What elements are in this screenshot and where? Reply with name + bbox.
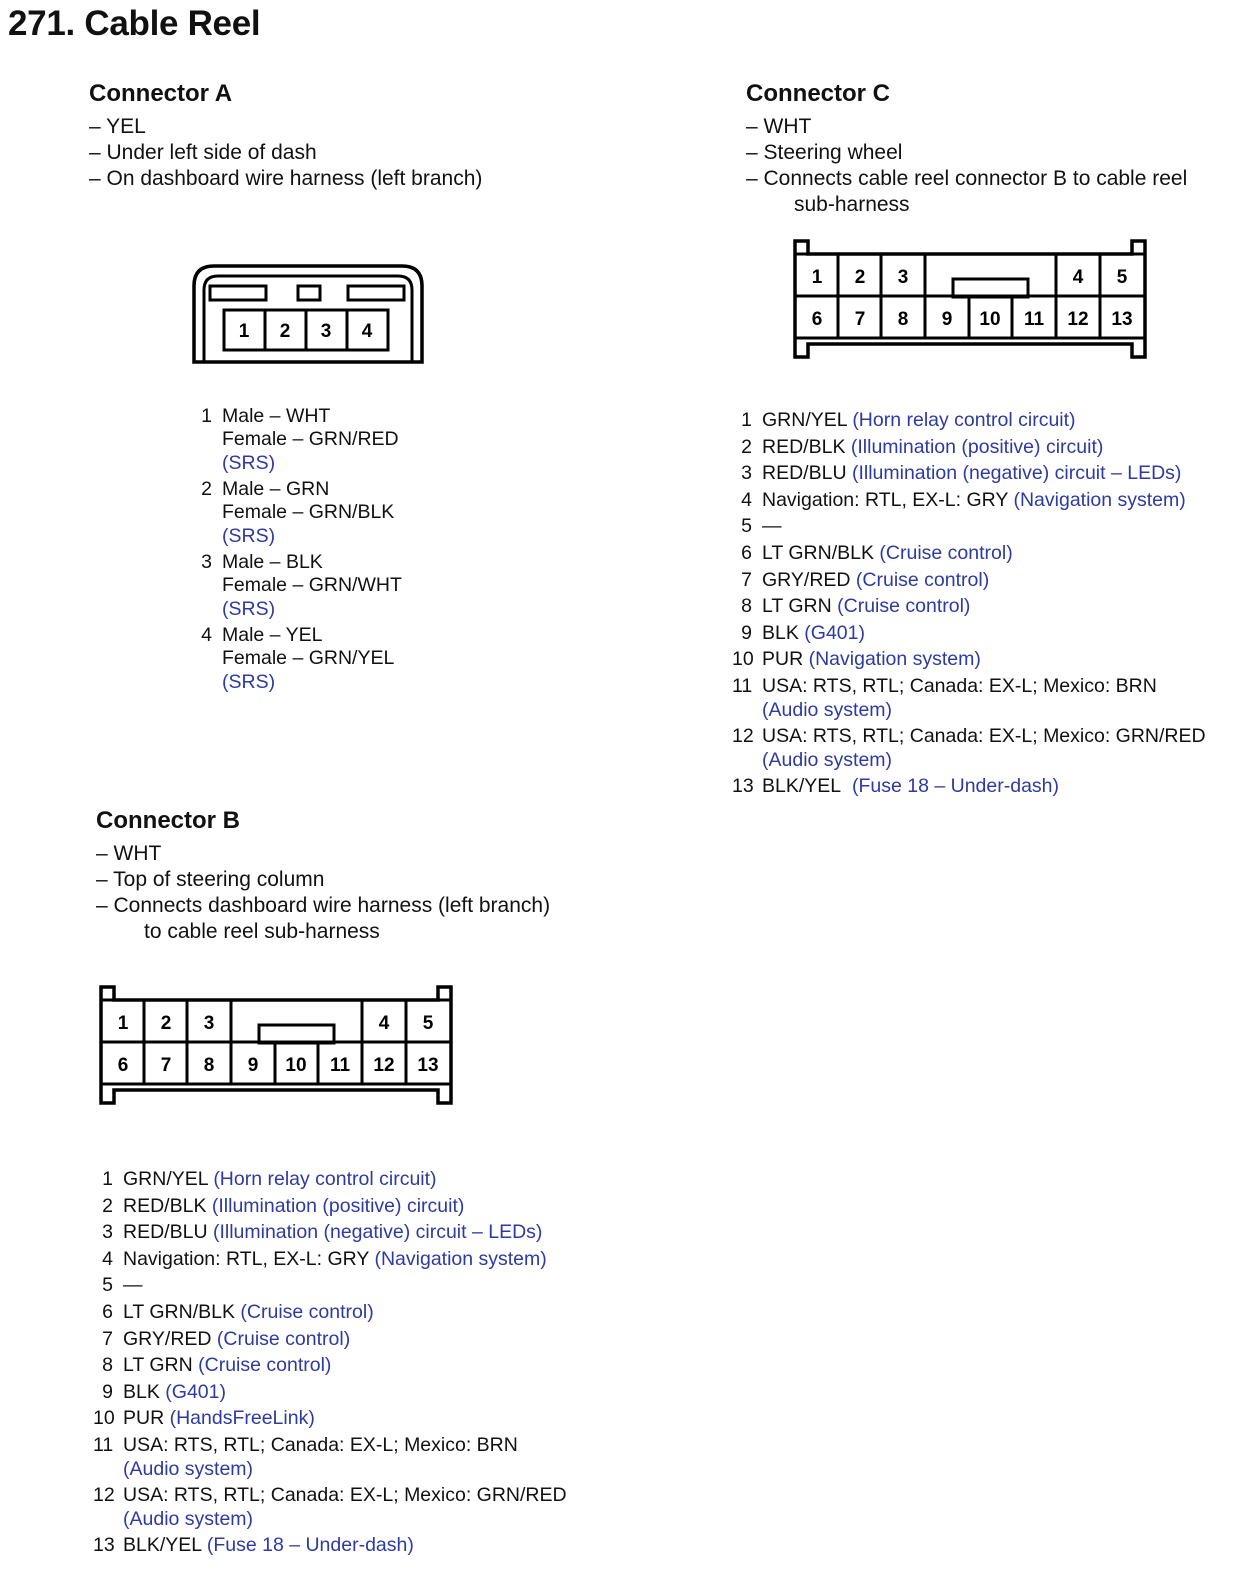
connector-a-diagram: [190, 262, 426, 366]
connector-c-pin-10: 10: [979, 309, 1001, 330]
connector-b-pin-2: 2: [160, 1013, 172, 1034]
pin-entry: 6 LT GRN/BLK (Cruise control): [102, 1300, 374, 1323]
connector-a-pin-4: 4: [361, 321, 373, 342]
pin-entry: 9 BLK (G401): [741, 621, 865, 644]
connector-c-pin-3: 3: [897, 267, 909, 288]
connector-a-heading: Connector A: [89, 80, 233, 107]
pin-entry: 1 GRN/YEL (Horn relay control circuit): [102, 1168, 437, 1190]
circuit-label: (SRS): [222, 597, 276, 620]
pin-entry: 2 RED/BLK (Illumination (positive) circuit): [102, 1194, 465, 1217]
pin-entry: 7 GRY/RED (Cruise control): [741, 568, 990, 591]
connector-c-section: [746, 80, 1187, 218]
pin-entry: 11 USA: RTS, RTL; Canada: EX-L; Mexico: BRN (Audio system): [732, 674, 1157, 721]
connector-b-pin-6: 6: [117, 1055, 129, 1076]
connector-c-description: [746, 114, 1187, 218]
pin-entry: [201, 405, 402, 478]
connector-b-pin-8: 8: [203, 1055, 215, 1076]
connector-a-color: – YEL: [89, 115, 146, 138]
pin-entry: 4 Navigation: RTL, EX-L: GRY (Navigation system): [741, 488, 1186, 511]
pin-entry: 10 PUR (Navigation system): [732, 648, 981, 671]
pin-entry: 10 PUR (HandsFreeLink): [93, 1407, 315, 1430]
male-wire: Male – GRN: [222, 478, 330, 500]
connector-b-pin-3: 3: [203, 1013, 215, 1034]
connector-b-color: – WHT: [96, 842, 162, 865]
connector-b-pin-9: 9: [247, 1055, 259, 1076]
connector-b-pin-4: 4: [378, 1013, 390, 1034]
circuit-label: (SRS): [222, 451, 276, 474]
connector-c-harness: – Connects cable reel connector B to cable reel: [746, 167, 1188, 190]
connector-c-pin-list: [732, 408, 1206, 801]
connector-b-section: [96, 807, 550, 945]
female-wire: Female – GRN/BLK: [222, 501, 395, 524]
pin-number: 4: [201, 624, 212, 646]
connector-b-diagram: [96, 982, 456, 1108]
connector-c-pin-2: 2: [854, 267, 866, 288]
connector-b-pin-7: 7: [160, 1055, 172, 1076]
connector-b-harness-cont: to cable reel sub-harness: [144, 920, 380, 943]
connector-c-harness-cont: sub-harness: [794, 193, 910, 216]
connector-c-heading: Connector C: [746, 80, 890, 107]
pin-entry: [201, 624, 402, 697]
female-wire: Female – GRN/YEL: [222, 647, 395, 670]
pin-entry: 12 USA: RTS, RTL; Canada: EX-L; Mexico: GRN/RED (Audio system): [93, 1483, 567, 1530]
connector-a-pin-2: 2: [279, 321, 291, 342]
connector-b-pin-10: 10: [285, 1055, 307, 1076]
pin-entry: 5 —: [102, 1274, 143, 1297]
pin-number: 2: [201, 478, 212, 500]
pin-entry: 4 Navigation: RTL, EX-L: GRY (Navigation system): [102, 1247, 547, 1270]
connector-a-description: [89, 114, 482, 192]
pin-entry: 9 BLK (G401): [102, 1380, 226, 1403]
connector-b-pin-list: [93, 1167, 567, 1560]
circuit-label: (SRS): [222, 524, 276, 547]
pin-entry: 12 USA: RTS, RTL; Canada: EX-L; Mexico: GRN/RED (Audio system): [732, 724, 1206, 771]
connector-b-pin-12: 12: [373, 1055, 395, 1076]
circuit-label: (SRS): [222, 670, 276, 693]
connector-c-pin-11: 11: [1023, 309, 1045, 330]
pin-entry: 8 LT GRN (Cruise control): [102, 1354, 332, 1377]
connector-b-location: – Top of steering column: [96, 868, 325, 891]
connector-c-diagram: [790, 236, 1150, 362]
pin-entry: [201, 551, 402, 624]
connector-c-color: – WHT: [746, 115, 812, 138]
pin-entry: 13 BLK/YEL (Fuse 18 – Under-dash): [732, 774, 1060, 797]
connector-c-pin-8: 8: [897, 309, 909, 330]
connector-b-pin-5: 5: [422, 1013, 434, 1034]
pin-entry: [201, 478, 402, 551]
connector-c-pin-9: 9: [941, 309, 953, 330]
connector-a-pin-list: [201, 405, 402, 697]
connector-a-location: – Under left side of dash: [89, 141, 317, 164]
female-wire: Female – GRN/WHT: [222, 574, 402, 597]
connector-a-section: [89, 80, 482, 192]
pin-number: 3: [201, 551, 212, 573]
pin-entry: 7 GRY/RED (Cruise control): [102, 1327, 351, 1350]
connector-c-pin-5: 5: [1116, 267, 1128, 288]
connector-c-location: – Steering wheel: [746, 141, 903, 164]
pin-entry: 11 USA: RTS, RTL; Canada: EX-L; Mexico: BRN (Audio system): [93, 1433, 518, 1480]
connector-c-pin-13: 13: [1111, 309, 1133, 330]
page-title: 271. Cable Reel: [8, 4, 261, 43]
connector-b-harness: – Connects dashboard wire harness (left branch): [96, 894, 551, 917]
pin-entry: 8 LT GRN (Cruise control): [741, 595, 971, 618]
pin-entry: 2 RED/BLK (Illumination (positive) circuit): [741, 435, 1104, 458]
connector-b-pin-13: 13: [417, 1055, 439, 1076]
pin-entry: 1 GRN/YEL (Horn relay control circuit): [741, 409, 1076, 431]
connector-c-pin-7: 7: [854, 309, 866, 330]
connector-c-pin-4: 4: [1072, 267, 1084, 288]
pin-entry: 3 RED/BLU (Illumination (negative) circuit – LEDs): [102, 1221, 543, 1244]
connector-a-harness: – On dashboard wire harness (left branch): [89, 167, 483, 190]
pin-number: 1: [201, 405, 212, 427]
connector-a-pin-3: 3: [320, 321, 332, 342]
pin-entry: 5 —: [741, 515, 782, 538]
male-wire: Male – BLK: [222, 551, 323, 573]
connector-a-pin-1: 1: [238, 321, 250, 342]
connector-c-pin-1: 1: [811, 267, 823, 288]
pin-entry: 6 LT GRN/BLK (Cruise control): [741, 541, 1013, 564]
connector-c-pin-12: 12: [1067, 309, 1089, 330]
connector-b-description: [96, 841, 550, 945]
connector-b-pin-11: 11: [329, 1055, 351, 1076]
female-wire: Female – GRN/RED: [222, 428, 399, 451]
male-wire: Male – YEL: [222, 624, 323, 646]
pin-entry: 3 RED/BLU (Illumination (negative) circuit – LEDs): [741, 462, 1182, 485]
connector-b-heading: Connector B: [96, 807, 240, 834]
connector-b-pin-1: 1: [117, 1013, 129, 1034]
male-wire: Male – WHT: [222, 405, 331, 427]
connector-c-pin-6: 6: [811, 309, 823, 330]
pin-entry: 13 BLK/YEL (Fuse 18 – Under-dash): [93, 1533, 414, 1556]
